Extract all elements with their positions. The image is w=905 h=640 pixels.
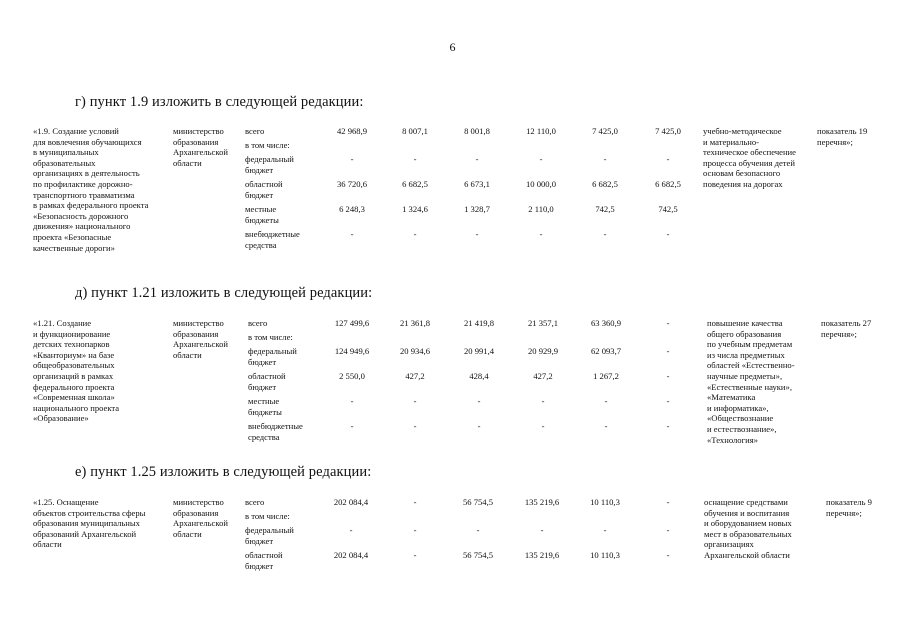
indicator-cell: показатель 19 перечня»; <box>817 126 868 147</box>
value-cell: - <box>603 154 607 164</box>
value-cell: - <box>666 396 670 406</box>
value-cell: - <box>541 396 545 406</box>
value-cell: 427,2 <box>533 371 553 381</box>
value-cell: 8 007,1 <box>402 126 428 136</box>
value-cell: - <box>666 497 670 507</box>
value-cell: 20 991,4 <box>463 346 495 356</box>
section-heading-1-9: г) пункт 1.9 изложить в следующей редакции: <box>75 94 364 110</box>
item-name-cell: «1.21. Создание и функционирование детских технопарков «Кванториум» на базе общеобразовательных организаций в рамках федерального проекта «Современная школа» национального проекта «Образование» <box>33 318 120 424</box>
item-name-cell: «1.9. Создание условий для вовлечения обучающихся в муниципальных образовательных организациях в деятельность по профилактике дорожно- транспортного травматизма в рамках федерального проекта «Безопасность дорожного движения» национального проекта «Безопасные качественные дороги» <box>33 126 149 253</box>
value-cell: - <box>604 396 608 406</box>
value-cell: 7 425,0 <box>592 126 618 136</box>
value-cell: 10 110,3 <box>590 497 620 507</box>
value-cell: - <box>666 154 670 164</box>
value-cell: - <box>604 421 608 431</box>
row-label-extrabudget: внебюджетные средства <box>248 421 303 442</box>
value-cell: - <box>413 497 417 507</box>
row-label-total: всего <box>245 126 265 136</box>
row-label-local: местные бюджеты <box>245 204 279 225</box>
value-cell: 1 267,2 <box>593 371 619 381</box>
section-heading-1-25: е) пункт 1.25 изложить в следующей редакции: <box>75 464 372 480</box>
value-cell: - <box>350 229 354 239</box>
value-cell: - <box>413 396 417 406</box>
value-cell: 63 360,9 <box>590 318 622 328</box>
indicator-cell: показатель 27 перечня»; <box>821 318 872 339</box>
value-cell: - <box>477 396 481 406</box>
value-cell: 62 093,7 <box>590 346 622 356</box>
value-cell: - <box>666 229 670 239</box>
value-cell: 2 550,0 <box>339 371 365 381</box>
value-cell: - <box>666 421 670 431</box>
value-cell: 6 682,5 <box>402 179 428 189</box>
value-cell: 6 682,5 <box>655 179 681 189</box>
value-cell: 124 949,6 <box>334 346 370 356</box>
value-cell: - <box>666 346 670 356</box>
value-cell: - <box>349 525 353 535</box>
value-cell: 2 110,0 <box>528 204 554 214</box>
value-cell: 42 968,9 <box>336 126 368 136</box>
row-label-federal: федеральный бюджет <box>245 154 294 175</box>
value-cell: - <box>413 154 417 164</box>
value-cell: 10 000,0 <box>525 179 557 189</box>
item-name-cell: «1.25. Оснащение объектов строительства сферы образования муниципальных образований Архангельской области <box>33 497 146 550</box>
value-cell: 6 673,1 <box>464 179 490 189</box>
value-cell: 1 328,7 <box>464 204 490 214</box>
result-cell: оснащение средствами обучения и воспитания и оборудованием новых мест в образовательных организациях Архангельской области <box>704 497 792 560</box>
value-cell: 8 001,8 <box>464 126 490 136</box>
value-cell: 10 110,3 <box>590 550 620 560</box>
row-label-total: всего <box>248 318 268 328</box>
value-cell: - <box>477 421 481 431</box>
value-cell: - <box>603 525 607 535</box>
value-cell: 135 219,6 <box>524 550 560 560</box>
value-cell: - <box>475 154 479 164</box>
value-cell: 21 419,8 <box>463 318 495 328</box>
value-cell: - <box>476 525 480 535</box>
value-cell: - <box>413 525 417 535</box>
section-1-25-block <box>0 497 905 582</box>
value-cell: 56 754,5 <box>462 550 494 560</box>
section-heading-1-21: д) пункт 1.21 изложить в следующей редакции: <box>75 285 373 301</box>
row-label-federal: федеральный бюджет <box>245 525 294 546</box>
value-cell: - <box>413 421 417 431</box>
row-label-total: всего <box>245 497 265 507</box>
row-label-including: в том числе: <box>248 332 293 342</box>
value-cell: 21 357,1 <box>527 318 559 328</box>
value-cell: - <box>541 421 545 431</box>
value-cell: - <box>666 525 670 535</box>
value-cell: 12 110,0 <box>526 126 556 136</box>
value-cell: - <box>603 229 607 239</box>
executor-cell: министерство образования Архангельской области <box>173 497 228 539</box>
value-cell: - <box>666 550 670 560</box>
result-cell: учебно-методическое и материально- техническое обеспечение процесса обучения детей основам безопасного поведения на дорогах <box>703 126 796 189</box>
row-label-extrabudget: внебюджетные средства <box>245 229 300 250</box>
value-cell: 202 084,4 <box>333 497 369 507</box>
row-label-local: местные бюджеты <box>248 396 282 417</box>
value-cell: - <box>539 229 543 239</box>
row-label-regional: областной бюджет <box>245 550 283 571</box>
value-cell: - <box>413 229 417 239</box>
value-cell: - <box>350 396 354 406</box>
value-cell: 6 682,5 <box>592 179 618 189</box>
value-cell: - <box>350 154 354 164</box>
value-cell: 742,5 <box>595 204 615 214</box>
row-label-regional: областной бюджет <box>245 179 283 200</box>
executor-cell: министерство образования Архангельской области <box>173 318 228 360</box>
value-cell: 427,2 <box>405 371 425 381</box>
value-cell: 6 248,3 <box>339 204 365 214</box>
row-label-including: в том числе: <box>245 511 290 521</box>
value-cell: - <box>666 318 670 328</box>
executor-cell: министерство образования Архангельской области <box>173 126 228 168</box>
value-cell: 7 425,0 <box>655 126 681 136</box>
row-label-including: в том числе: <box>245 140 290 150</box>
value-cell: 428,4 <box>469 371 489 381</box>
indicator-cell: показатель 9 перечня»; <box>826 497 872 518</box>
value-cell: 135 219,6 <box>524 497 560 507</box>
section-1-21-block <box>0 318 905 453</box>
value-cell: - <box>666 371 670 381</box>
value-cell: 127 499,6 <box>334 318 370 328</box>
section-1-9-block <box>0 126 905 266</box>
value-cell: 56 754,5 <box>462 497 494 507</box>
value-cell: 20 934,6 <box>399 346 431 356</box>
value-cell: 742,5 <box>658 204 678 214</box>
value-cell: 20 929,9 <box>527 346 559 356</box>
value-cell: - <box>539 154 543 164</box>
page-number: 6 <box>449 40 456 54</box>
value-cell: - <box>540 525 544 535</box>
value-cell: 36 720,6 <box>336 179 368 189</box>
row-label-regional: областной бюджет <box>248 371 286 392</box>
value-cell: 21 361,8 <box>399 318 431 328</box>
value-cell: - <box>413 550 417 560</box>
row-label-federal: федеральный бюджет <box>248 346 297 367</box>
value-cell: - <box>350 421 354 431</box>
value-cell: 1 324,6 <box>402 204 428 214</box>
value-cell: 202 084,4 <box>333 550 369 560</box>
result-cell: повышение качества общего образования по учебным предметам из числа предметных областей «Естественно- научные предметы», «Естественные науки», «Математика и информатика», «Обществознание и естествознание», «Технология» <box>707 318 795 445</box>
value-cell: - <box>475 229 479 239</box>
